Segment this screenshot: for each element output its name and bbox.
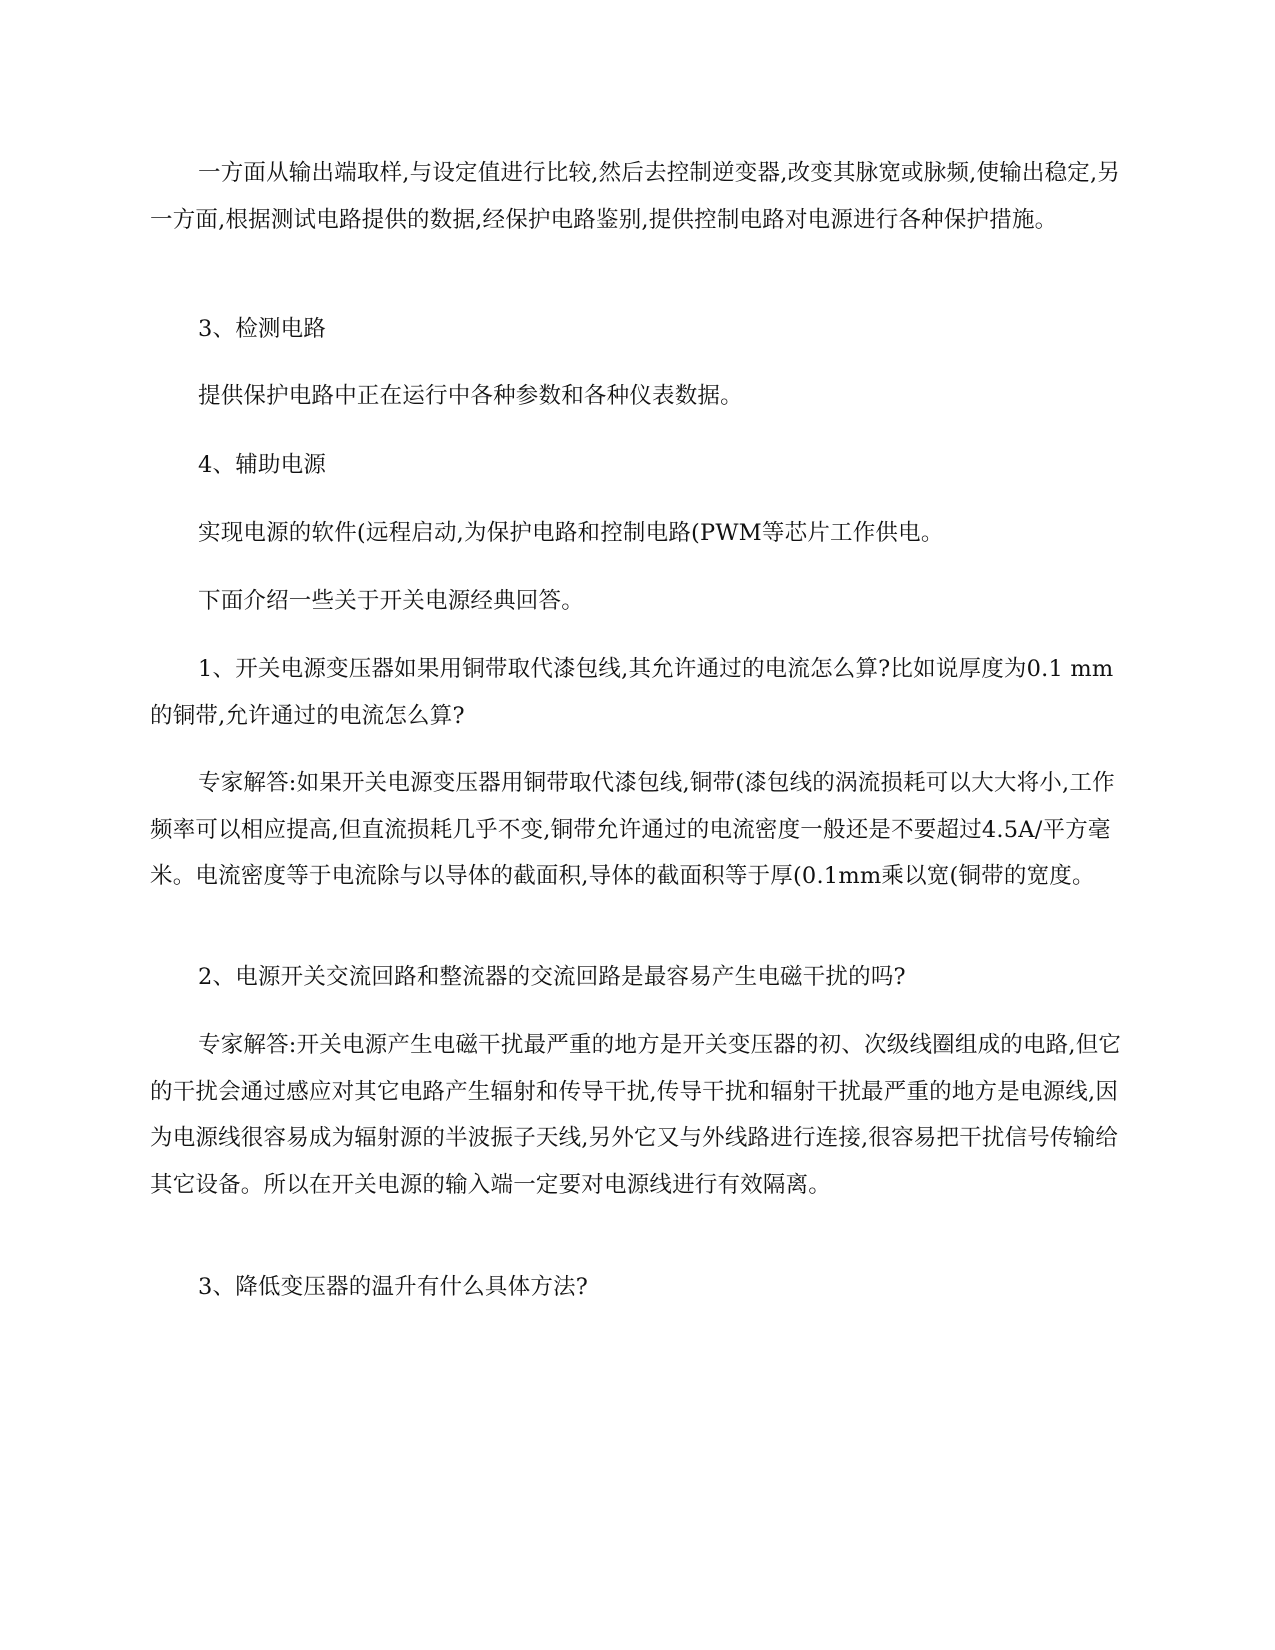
answer-2: 专家解答:开关电源产生电磁干扰最严重的地方是开关变压器的初、次级线圈组成的电路,但它的干扰会通过感应对其它电路产生辐射和传导干扰,传导干扰和辐射干扰最严重的地方是电源线,因为电源线很容易成为辐射源的半波振子天线,另外它又与外线路进行连接,很容易把干扰信号传输给其它设备。所以在开关电源的输入端一定要对电源线进行有效隔离。 [150,1032,1122,1198]
heading-detection-circuit: 3、检测电路 [198,316,327,342]
paragraph-control-circuit-continued: 一方面从输出端取样,与设定值进行比较,然后去控制逆变器,改变其脉宽或脉频,使输出稳定,另一方面,根据测试电路提供的数据,经保护电路鉴别,提供控制电路对电源进行各种保护措施。 [150,160,1121,233]
question-3: 3、降低变压器的温升有什么具体方法? [198,1274,588,1300]
paragraph-intro-answers: 下面介绍一些关于开关电源经典回答。 [198,588,584,614]
paragraph-detection-circuit: 提供保护电路中正在运行中各种参数和各种仪表数据。 [198,383,743,409]
question-2: 2、电源开关交流回路和整流器的交流回路是最容易产生电磁干扰的吗? [198,964,906,990]
question-1: 1、开关电源变压器如果用铜带取代漆包线,其允许通过的电流怎么算?比如说厚度为0.1 mm的铜带,允许通过的电流怎么算? [150,656,1114,729]
paragraph-auxiliary-power: 实现电源的软件(远程启动,为保护电路和控制电路(PWM等芯片工作供电。 [198,520,944,546]
answer-1: 专家解答:如果开关电源变压器用铜带取代漆包线,铜带(漆包线的涡流损耗可以大大将小,工作频率可以相应提高,但直流损耗几乎不变,铜带允许通过的电流密度一般还是不要超过4.5A/平方毫米。电流密度等于电流除与以导体的截面积,导体的截面积等于厚(0.1mm乘以宽(铜带的宽度。 [150,770,1115,889]
heading-auxiliary-power: 4、辅助电源 [198,452,327,478]
